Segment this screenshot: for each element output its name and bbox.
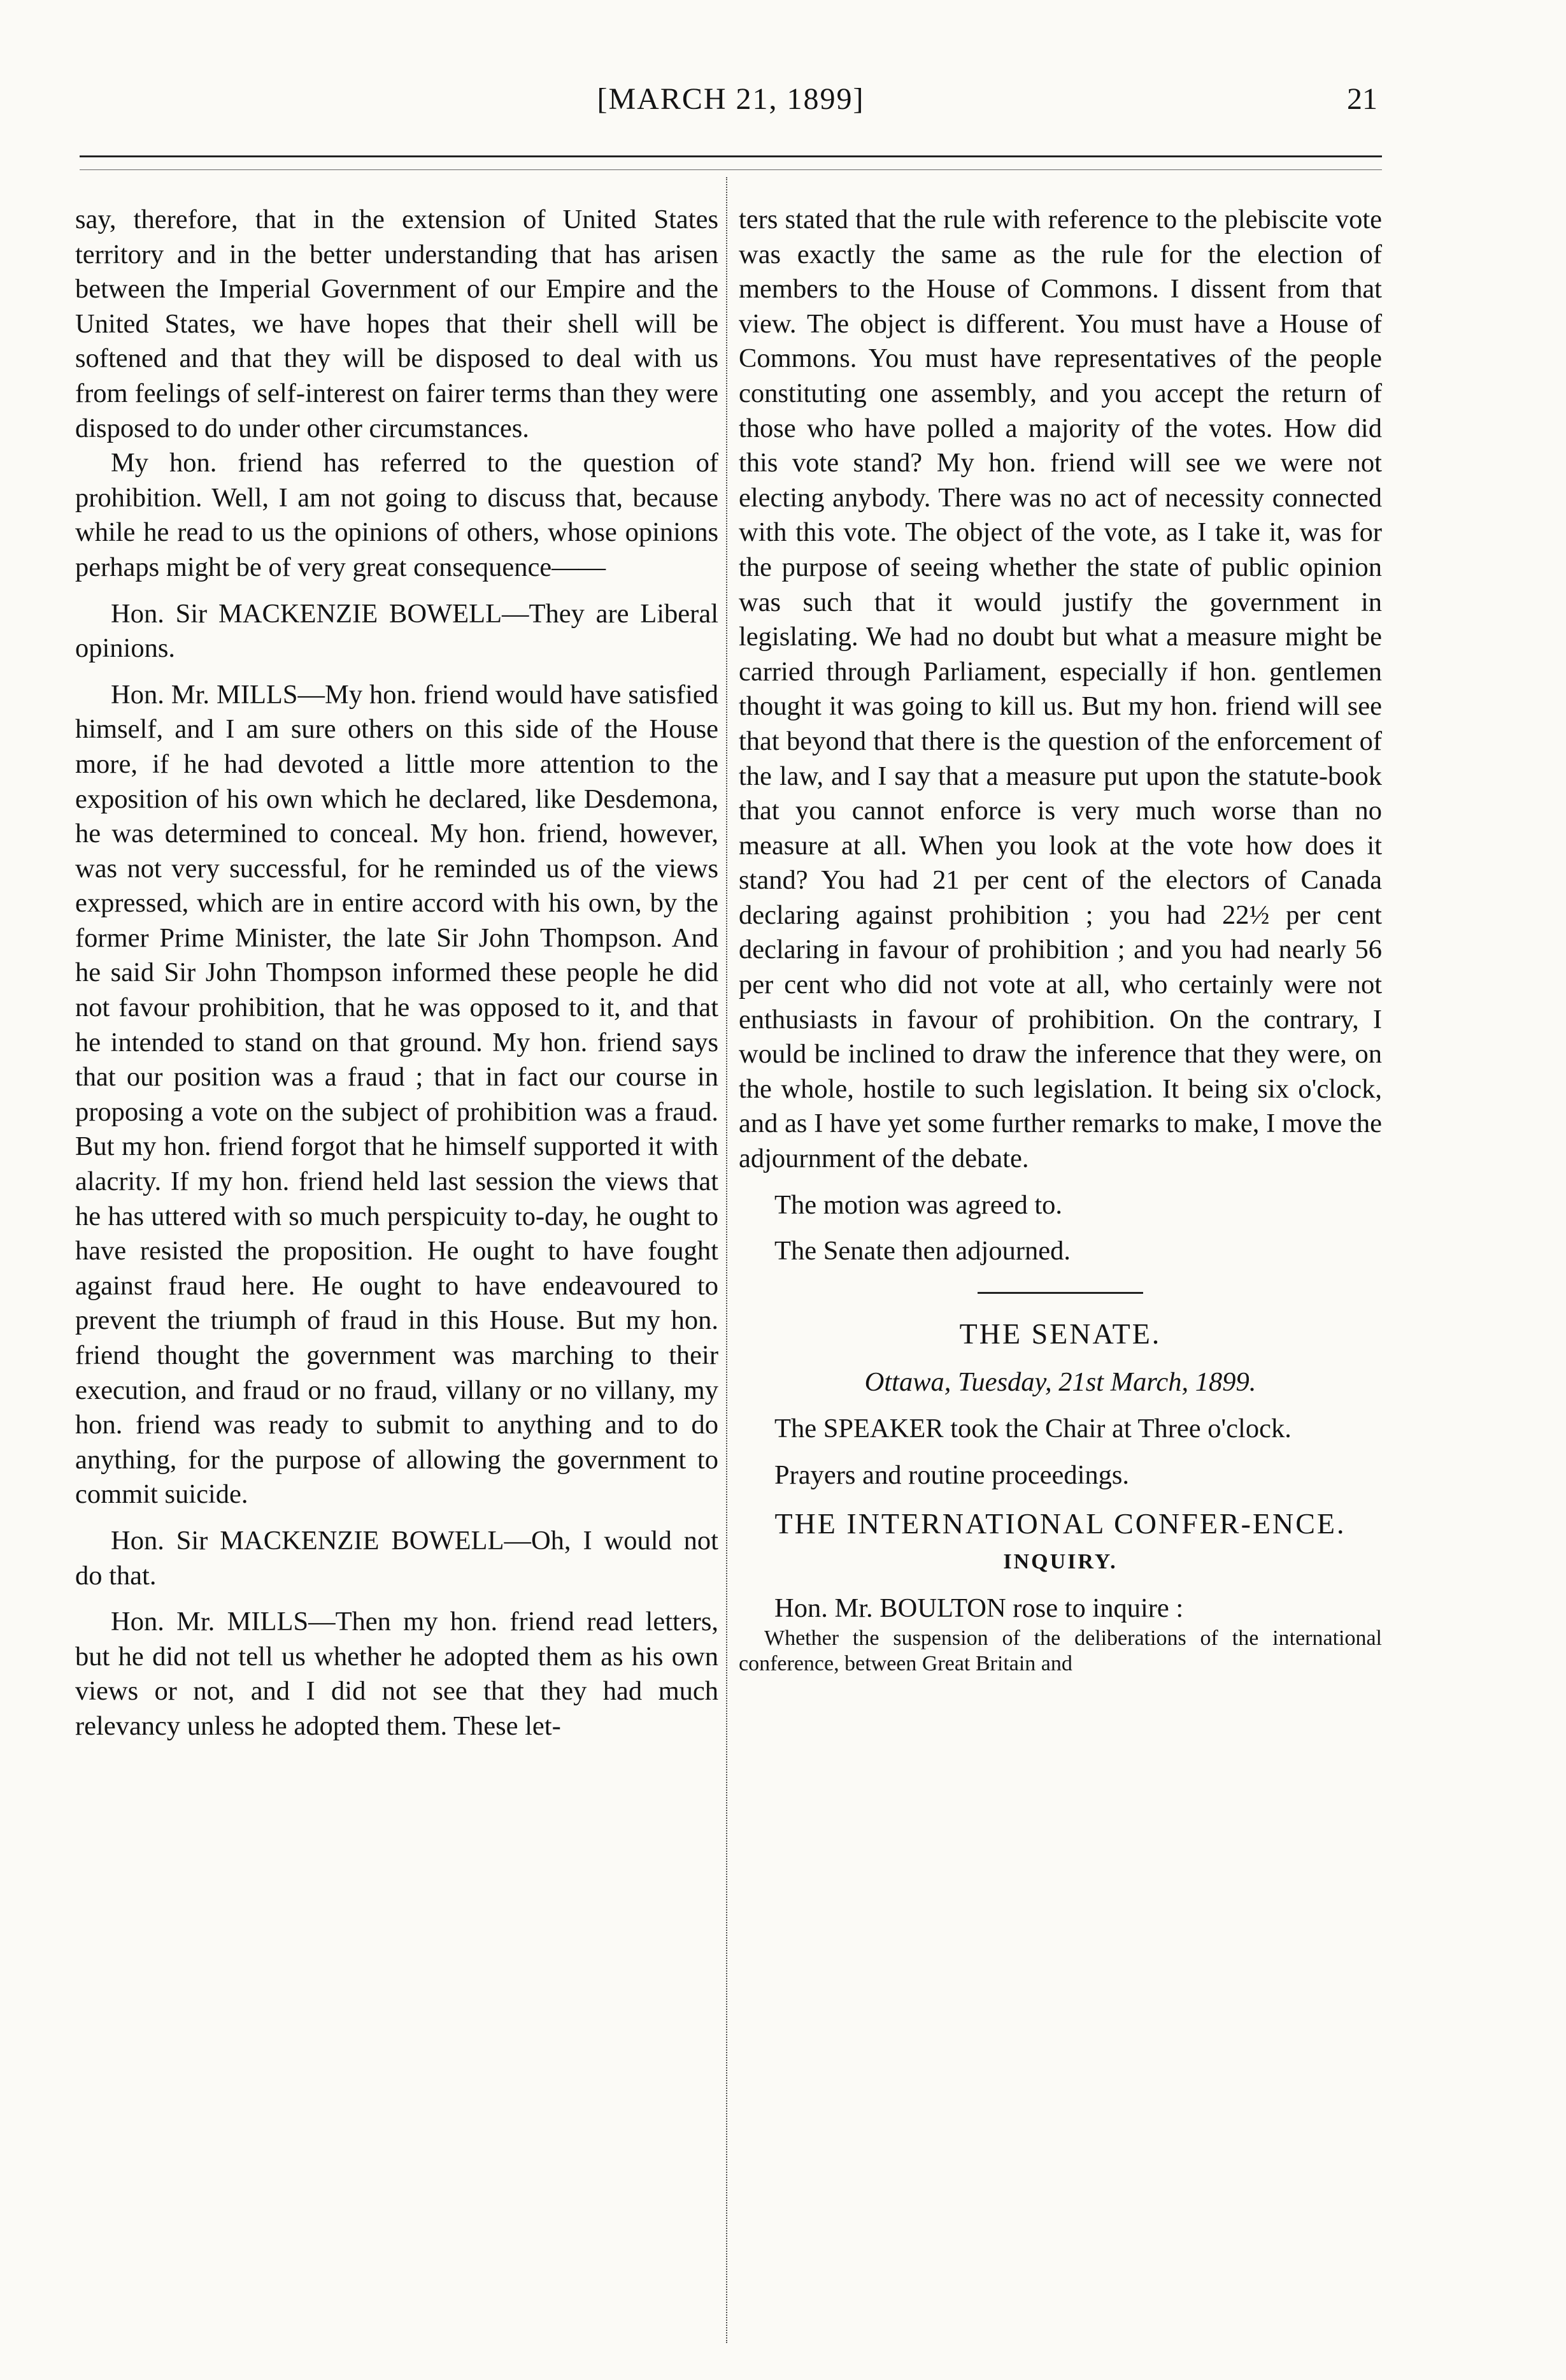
left-column: [75, 203, 718, 1744]
speech-paragraph: Hon. Mr. MILLS—Then my hon. friend read letters, but he did not tell us whether he adopted them as his own views or not, and I did not see that they had much relevancy unless he adopted them. These let-: [75, 1607, 718, 1741]
header-rule-thin: [80, 169, 1382, 170]
section-subhead: INQUIRY.: [1003, 1550, 1118, 1574]
speech-paragraph: Hon. Mr. MILLS—My hon. friend would have satisfied himself, and I am sure others on this side of the House more, if he had devoted a little more attention to the exposition of his own which he declared, like Desdemona, he was determined to conceal. My hon. friend, however, was not very successful, for he reminded us of the views expressed, which are in entire accord with his own, by the former Prime Minister, the late Sir John Thompson. And he said Sir John Thompson informed these people he did not favour prohibition, that he was opposed to it, and that he intended to stand on that ground. My hon. friend says that our position was a fraud ; that in fact our course in proposing a vote on the subject of prohibition was a fraud. But my hon. friend forgot that he himself supported it with alacrity. If my hon. friend held last session the views that he has uttered with so much perspicuity to-day, he ought to have resisted the proposition. He ought to have fought against fraud here. He ought to have endeavoured to prevent the triumph of fraud in this House. But my hon. friend thought the government was marching to their execution, and fraud or no fraud, villany or no villany, my hon. friend was ready to submit to anything and to do anything, for the purpose of allowing the government to commit suicide.: [75, 679, 718, 1510]
speech-interjection: Hon. Sir MACKENZIE BOWELL—They are Liberal opinions.: [75, 598, 718, 664]
inquiry-intro: Hon. Mr. BOULTON rose to inquire :: [774, 1593, 1184, 1623]
inquiry-text: Whether the suspension of the deliberations of the international conference, between Great Britain and: [739, 1626, 1382, 1676]
speech-interjection: Hon. Sir MACKENZIE BOWELL—Oh, I would not do that.: [75, 1525, 718, 1591]
senate-heading: THE SENATE.: [959, 1317, 1162, 1350]
prayers: Prayers and routine proceedings.: [774, 1459, 1130, 1490]
page-header: [76, 82, 1385, 133]
section-rule: [978, 1292, 1143, 1294]
header-rule: [80, 155, 1382, 157]
running-title: [MARCH 21, 1899]: [597, 82, 865, 116]
motion-agreed: The motion was agreed to.: [774, 1189, 1063, 1220]
speaker-chair: The SPEAKER took the Chair at Three o'clock.: [774, 1414, 1292, 1444]
paragraph: ters stated that the rule with reference to the plebiscite vote was exactly the same as the rule for the election of members to the House of Commons. I dissent from that view. The object is different. You must have a House of Commons. You must have representatives of the people constituting one assembly, and you accept the return of those who have polled a majority of the votes. How did this vote stand? My hon. friend will see we were not electing anybody. There was no act of necessity connected with this vote. The object of the vote, as I take it, was for the purpose of seeing whether the state of public opinion was such that it would justify the government in legislating. We had no doubt but what a measure might be carried through Parliament, especially if hon. gentlemen thought it was going to kill us. But my hon. friend will see that beyond that there is the question of the enforcement of the law, and I say that a measure put upon the statute-book that you cannot enforce is very much worse than no measure at all. When you look at the vote how does it stand? You had 21 per cent of the electors of Canada declaring against prohibition ; you had 22½ per cent declaring in favour of prohibition ; and you had nearly 56 per cent who did not vote at all, who certainly were not enthusiasts in favour of prohibition. On the contrary, I would be inclined to draw the inference that they were, on the whole, hostile to such legislation. It being six o'clock, and as I have yet some further remarks to make, I move the adjournment of the debate.: [739, 204, 1382, 1174]
dateline: Ottawa, Tuesday, 21st March, 1899.: [864, 1367, 1256, 1398]
right-column: [739, 203, 1382, 1677]
paragraph: say, therefore, that in the extension of United States territory and in the better understanding that has arisen between the Imperial Government of our Empire and the United States, we have hopes that their shell will be softened and that they will be disposed to deal with us from feelings of self-interest on fairer terms than they were disposed to do under other circumstances.: [75, 204, 718, 443]
section-title: THE INTERNATIONAL CONFER-ENCE.: [774, 1507, 1346, 1540]
senate-adjourned: The Senate then adjourned.: [774, 1236, 1071, 1266]
column-divider: [726, 177, 727, 2343]
page-number: 21: [1347, 82, 1377, 116]
paragraph: My hon. friend has referred to the question of prohibition. Well, I am not going to discuss that, because while he read to us the opinions of others, whose opinions perhaps might be of very great consequence——: [75, 448, 718, 582]
